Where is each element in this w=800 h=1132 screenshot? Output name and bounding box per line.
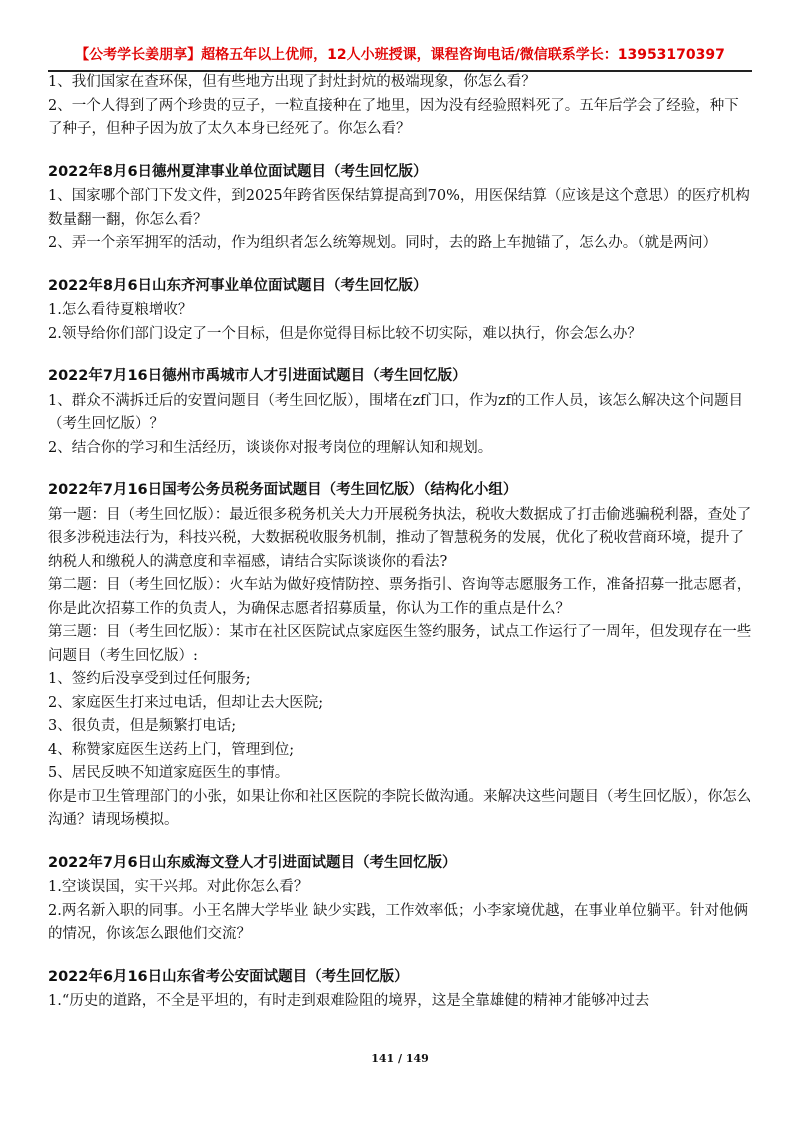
section-title: 2022年7月16日国考公务员税务面试题目（考生回忆版）（结构化小组） xyxy=(48,482,518,498)
question-line: 第二题：目（考生回忆版）：火车站为做好疫情防控、票务指引、咨询等志愿服务工作，准备招募一批志愿者，你是此次招募工作的负责人，为确保志愿者招募质量，你认为工作的重点是什么？ xyxy=(48,577,752,617)
question-line: 2、弄一个亲军拥军的活动，作为组织者怎么统筹规划。同时，去的路上车抛锚了，怎么办。（就是两问） xyxy=(48,235,717,251)
question-line: 1.“历史的道路，不全是平坦的，有时走到艰难险阻的境界，这是全靠雄健的精神才能够冲过去 xyxy=(48,993,650,1009)
section-2 xyxy=(48,275,752,347)
question-line: 1、我们国家在查环保，但有些地方出现了封灶封炕的极端现象，你怎么看？ xyxy=(48,74,536,90)
question-line: 1.空谈误国，实干兴邦。对此你怎么看？ xyxy=(48,879,309,895)
question-line: 1、国家哪个部门下发文件，到2025年跨省医保结算提高到70%，用医保结算（应该是这个意思）的医疗机构数量翻一翻，你怎么看？ xyxy=(48,188,750,228)
question-line: 1、群众不满拆迁后的安置问题目（考生回忆版），围堵在zf门口，作为zf的工作人员，该怎么解决这个问题目（考生回忆版）？ xyxy=(48,392,743,432)
page-number: 141 / 149 xyxy=(371,1052,429,1065)
question-line: 2、家庭医生打来过电话，但却让去大医院; xyxy=(48,694,324,711)
question-line: 第三题：目（考生回忆版）：某市在社区医院试点家庭医生签约服务，试点工作运行了一周年，但发现存在一些问题目（考生回忆版）: xyxy=(48,624,752,664)
question-line: 4、称赞家庭医生送药上门，管理到位; xyxy=(48,741,295,758)
section-1 xyxy=(48,161,752,256)
section-0 xyxy=(48,71,752,142)
header-banner: 【公考学长姜朋享】超格五年以上优师，12人小班授课，课程咨询电话/微信联系学长：13953170397 xyxy=(75,47,725,63)
question-line: 1.怎么看待夏粮增收？ xyxy=(48,302,193,318)
section-4 xyxy=(48,479,752,833)
section-5 xyxy=(48,852,752,947)
section-title: 2022年8月6日山东齐河事业单位面试题目（考生回忆版） xyxy=(48,277,428,294)
question-line: 2.领导给你们部门设定了一个目标，但是你觉得目标比较不切实际，难以执行，你会怎么办？ xyxy=(48,325,642,342)
question-line: 2、一个人得到了两个珍贵的豆子，一粒直接种在了地里，因为没有经验照料死了。五年后学会了经验，种下了种子，但种子因为放了太久本身已经死了。你怎么看？ xyxy=(48,97,739,137)
question-line: 第一题：目（考生回忆版）：最近很多税务机关大力开展税务执法，税收大数据成了打击偷逃骗税利器，查处了很多涉税违法行为，科技兴税，大数据税收服务机制，推动了智慧税务的发展，优化了税收营商环境，提升了纳税人和缴税人的满意度和幸福感，请结合实际谈谈你的看法? xyxy=(48,506,752,570)
question-line: 5、居民反映不知道家庭医生的事情。 xyxy=(48,765,290,781)
section-6 xyxy=(48,966,752,1014)
section-3 xyxy=(48,365,752,460)
section-title: 2022年8月6日德州夏津事业单位面试题目（考生回忆版） xyxy=(48,163,428,180)
question-line: 2.两名新入职的同事。小王名牌大学毕业 缺少实践，工作效率低；小李家境优越，在事业单位躺平。针对他俩的情况，你该怎么跟他们交流？ xyxy=(48,902,748,942)
section-title: 2022年6月16日山东省考公安面试题目（考生回忆版） xyxy=(48,968,409,985)
question-line: 1、签约后没享受到过任何服务; xyxy=(48,671,251,687)
question-line: 2、结合你的学习和生活经历，谈谈你对报考岗位的理解认知和规划。 xyxy=(48,439,493,456)
document-body xyxy=(48,71,752,1014)
section-title: 2022年7月6日山东威海文登人才引进面试题目（考生回忆版） xyxy=(48,854,457,871)
question-line: 3、很负责，但是频繁打电话; xyxy=(48,718,237,734)
section-title: 2022年7月16日德州市禹城市人才引进面试题目（考生回忆版） xyxy=(48,368,467,384)
question-line: 你是市卫生管理部门的小张，如果让你和社区医院的李院长做沟通。来解决这些问题目（考生回忆版），你怎么沟通？请现场模拟。 xyxy=(48,788,752,828)
